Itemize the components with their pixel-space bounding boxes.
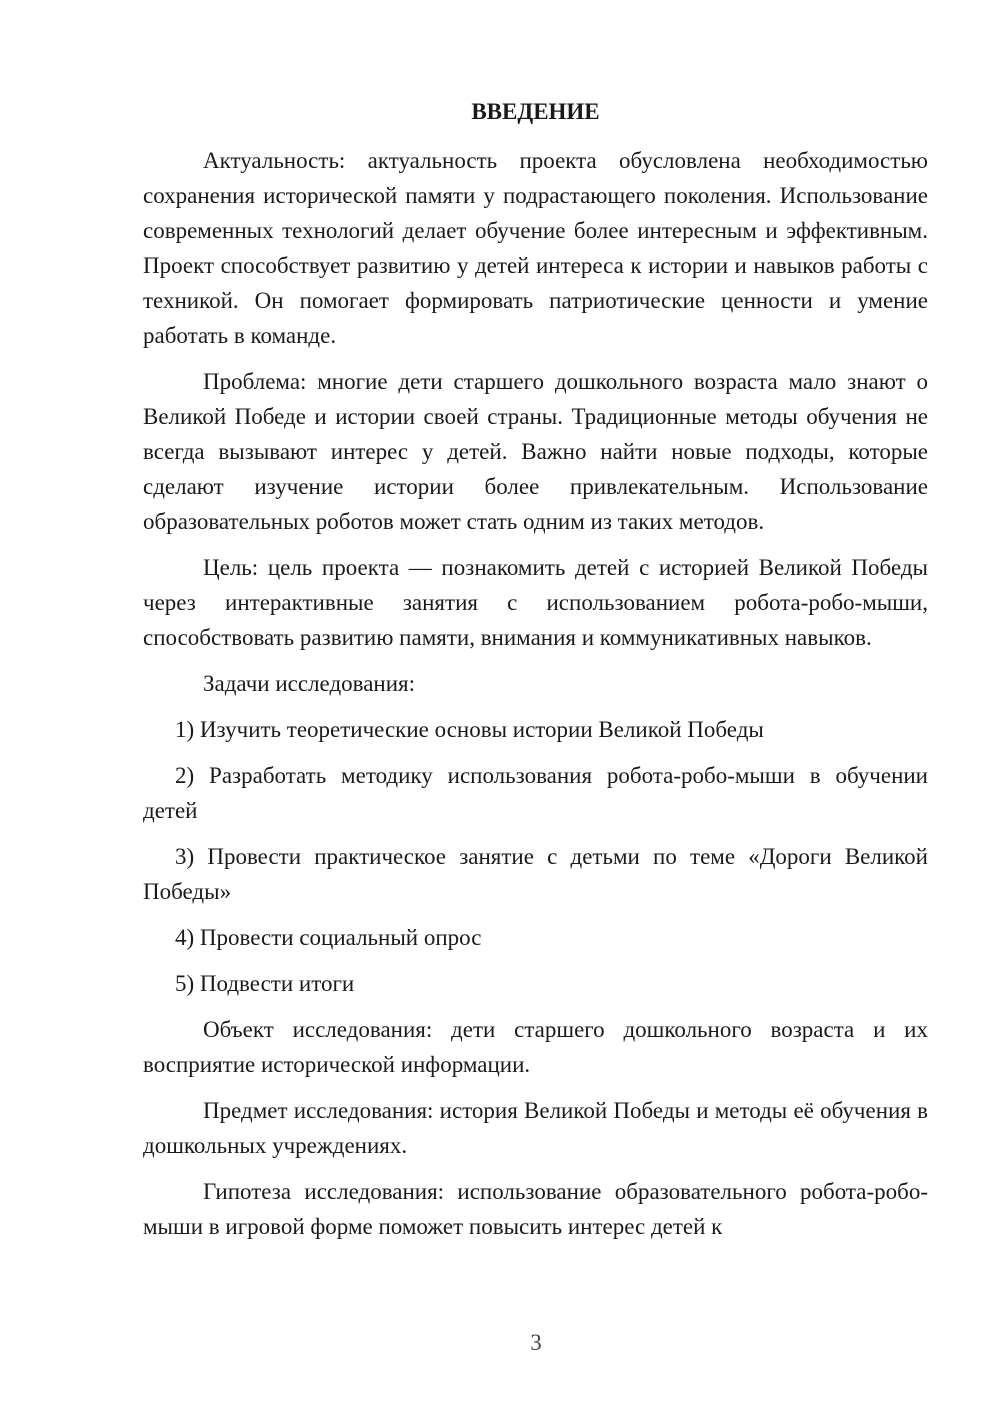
paragraph-hypothesis: Гипотеза исследования: использование образовательного робота-робо-мыши в игровой форме поможет повысить интерес детей к [143, 1179, 928, 1239]
tasks-heading: Задачи исследования: [203, 671, 416, 696]
page-number: 3 [530, 1330, 542, 1355]
task-item-5: 5) Подвести итоги [175, 971, 355, 996]
paragraph-subject: Предмет исследования: история Великой Победы и методы её обучения в дошкольных учреждениях. [143, 1098, 928, 1158]
task-item-4: 4) Провести социальный опрос [175, 925, 482, 950]
paragraph-problem: Проблема: многие дети старшего дошкольного возраста мало знают о Великой Победе и истории своей страны. Традиционные методы обучения не всегда вызывают интерес у детей. Важно найти новые подходы, которые сделают изучение истории более привлекательным. Использование образовательных роботов может стать одним из таких методов. [143, 369, 928, 534]
page-content [143, 94, 928, 1255]
task-item-2: 2) Разработать методику использования робота-робо-мыши в обучении детей [143, 763, 928, 823]
task-item-3: 3) Провести практическое занятие с детьми по теме «Дороги Великой Победы» [143, 844, 928, 904]
paragraph-relevance: Актуальность: актуальность проекта обусловлена необходимостью сохранения исторической памяти у подрастающего поколения. Использование современных технологий делает обучение более интересным и эффективным. Проект способствует развитию у детей интереса к истории и навыков работы с техникой. Он помогает формировать патриотические ценности и умение работать в команде. [143, 148, 928, 348]
task-item-1: 1) Изучить теоретические основы истории Великой Победы [175, 717, 764, 742]
paragraph-object: Объект исследования: дети старшего дошкольного возраста и их восприятие исторической информации. [143, 1017, 928, 1077]
section-title: ВВЕДЕНИЕ [471, 99, 600, 124]
paragraph-goal: Цель: цель проекта — познакомить детей с историей Великой Победы через интерактивные занятия с использованием робота-робо-мыши, способствовать развитию памяти, внимания и коммуникативных навыков. [143, 555, 928, 650]
